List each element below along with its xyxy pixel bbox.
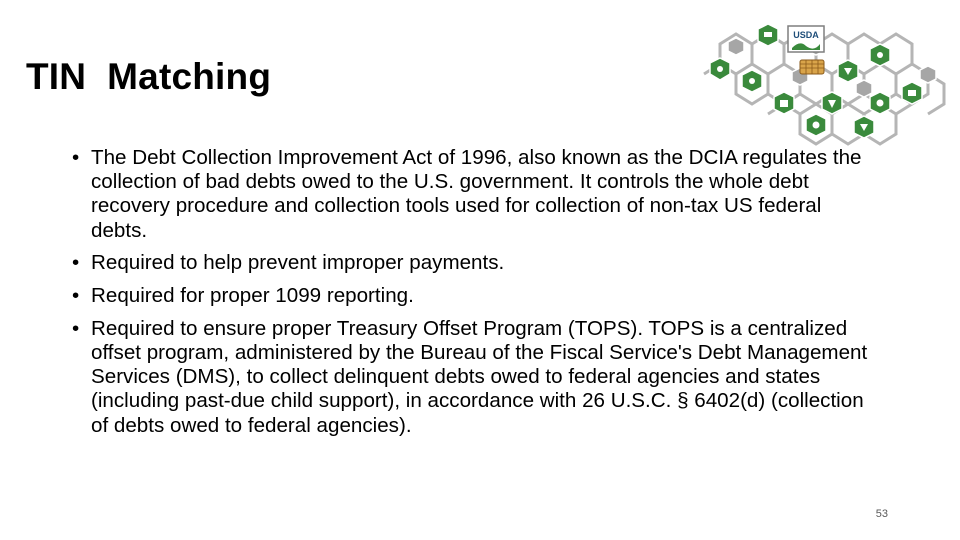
- bullet-list: [72, 146, 882, 446]
- basket-icon: [800, 60, 824, 74]
- bullet-item-tops: • Required to ensure proper Treasury Offset Program (TOPS). TOPS is a centralized offset program, administered by the Bureau of the Fiscal Service's Debt Management Services (DMS), to collect delinquent debts owed to federal agencies and states (including past-due child support), in accordance with 26 U.S.C. § 6402(d) (collection of debts owed to federal agencies).: [72, 317, 882, 438]
- usda-badge: [788, 26, 824, 52]
- slide-title: TIN Matching: [26, 56, 272, 97]
- usda-network-logo: [696, 8, 960, 158]
- bullet-item-dcia: • The Debt Collection Improvement Act of 1996, also known as the DCIA regulates the collection of bad debts owed to the U.S. government. It controls the whole debt recovery procedure and collection tools used for collection of non-tax US federal debts.: [72, 146, 882, 243]
- bullet-item-improper-payments: • Required to help prevent improper payments.: [72, 251, 882, 275]
- bullet-item-1099-reporting: • Required for proper 1099 reporting.: [72, 284, 882, 308]
- page-number: 53: [875, 508, 888, 520]
- usda-text: USDA: [793, 30, 819, 40]
